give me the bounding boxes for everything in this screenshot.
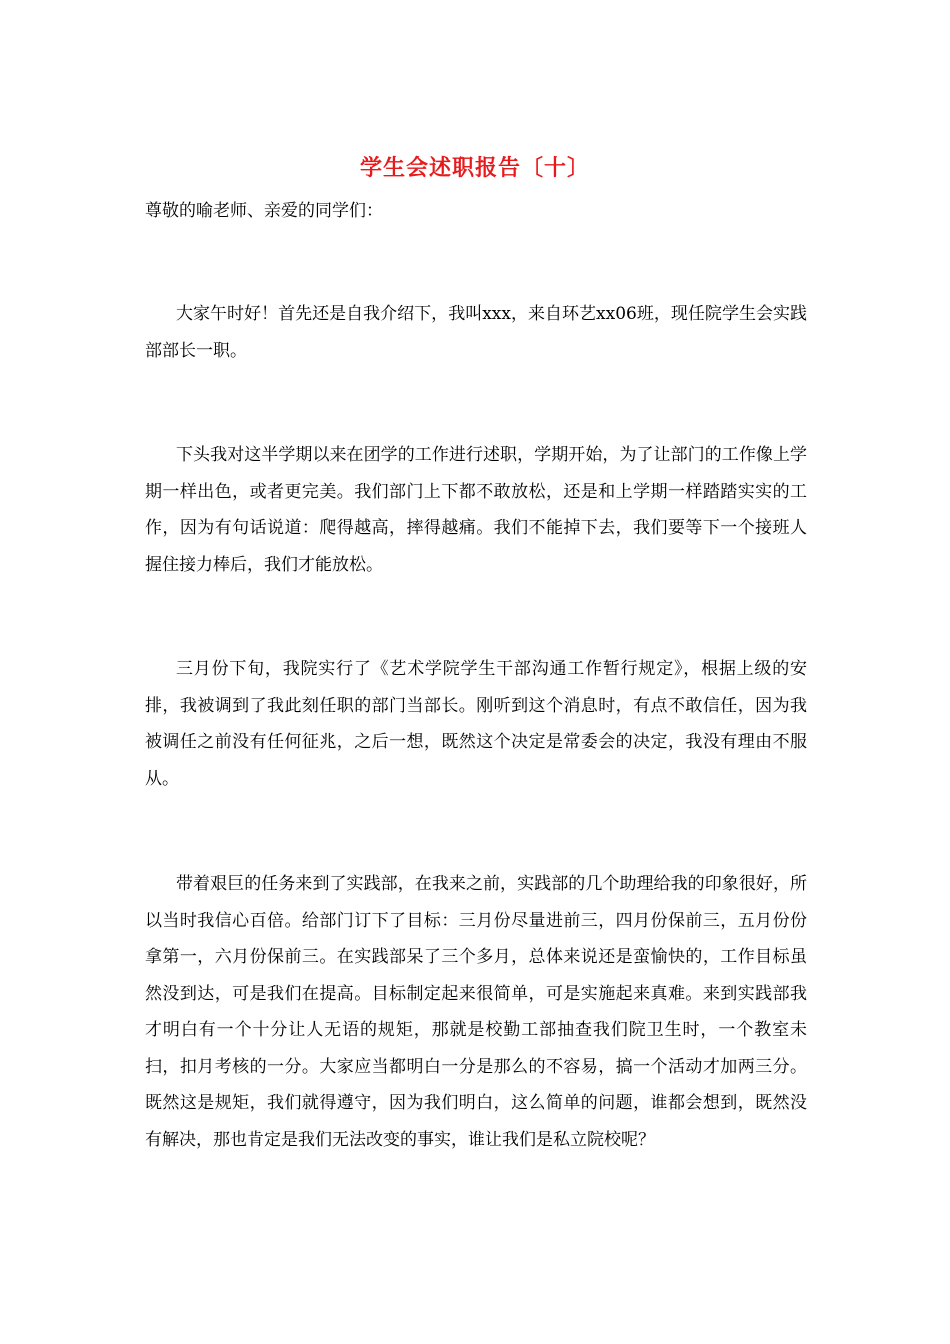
- document-title: 学生会述职报告〔十〕: [359, 155, 590, 181]
- paragraph-semester-work: 下头我对这半学期以来在团学的工作进行述职，学期开始，为了让部门的工作像上学期一样出色，或者更完美。我们部门上下都不敢放松，还是和上学期一样踏踏实实的工作，因为有句话说道：爬得越高，摔得越痛。我们不能掉下去，我们要等下一个接班人握住接力棒后，我们才能放松。: [145, 445, 807, 575]
- salutation: 尊敬的喻老师、亲爱的同学们：: [145, 201, 383, 221]
- paragraph-practice-department: 带着艰巨的任务来到了实践部，在我来之前，实践部的几个助理给我的印象很好，所以当时我信心百倍。给部门订下了目标：三月份尽量进前三，四月份保前三，五月份份拿第一，六月份保前三。在实践部呆了三个多月，总体来说还是蛮愉快的，工作目标虽然没到达，可是我们在提高。目标制定起来很简单，可是实施起来真难。来到实践部我才明白有一个十分让人无语的规矩，那就是校勤工部抽查我们院卫生时，一个教室未扫，扣月考核的一分。大家应当都明白一分是那么的不容易，搞一个活动才加两三分。既然这是规矩，我们就得遵守，因为我们明白，这么简单的问题，谁都会想到，既然没有解决，那也肯定是我们无法改变的事实，谁让我们是私立院校呢？: [145, 874, 807, 1150]
- paragraph-introduction: 大家午时好！首先还是自我介绍下，我叫xxx，来自环艺xx06班，现任院学生会实践部部长一职。: [145, 304, 807, 361]
- paragraph-transfer: 三月份下旬，我院实行了《艺术学院学生干部沟通工作暂行规定》，根据上级的安排，我被调到了我此刻任职的部门当部长。刚听到这个消息时，有点不敢信任，因为我被调任之前没有任何征兆，之后一想，既然这个决定是常委会的决定，我没有理由不服从。: [145, 659, 807, 789]
